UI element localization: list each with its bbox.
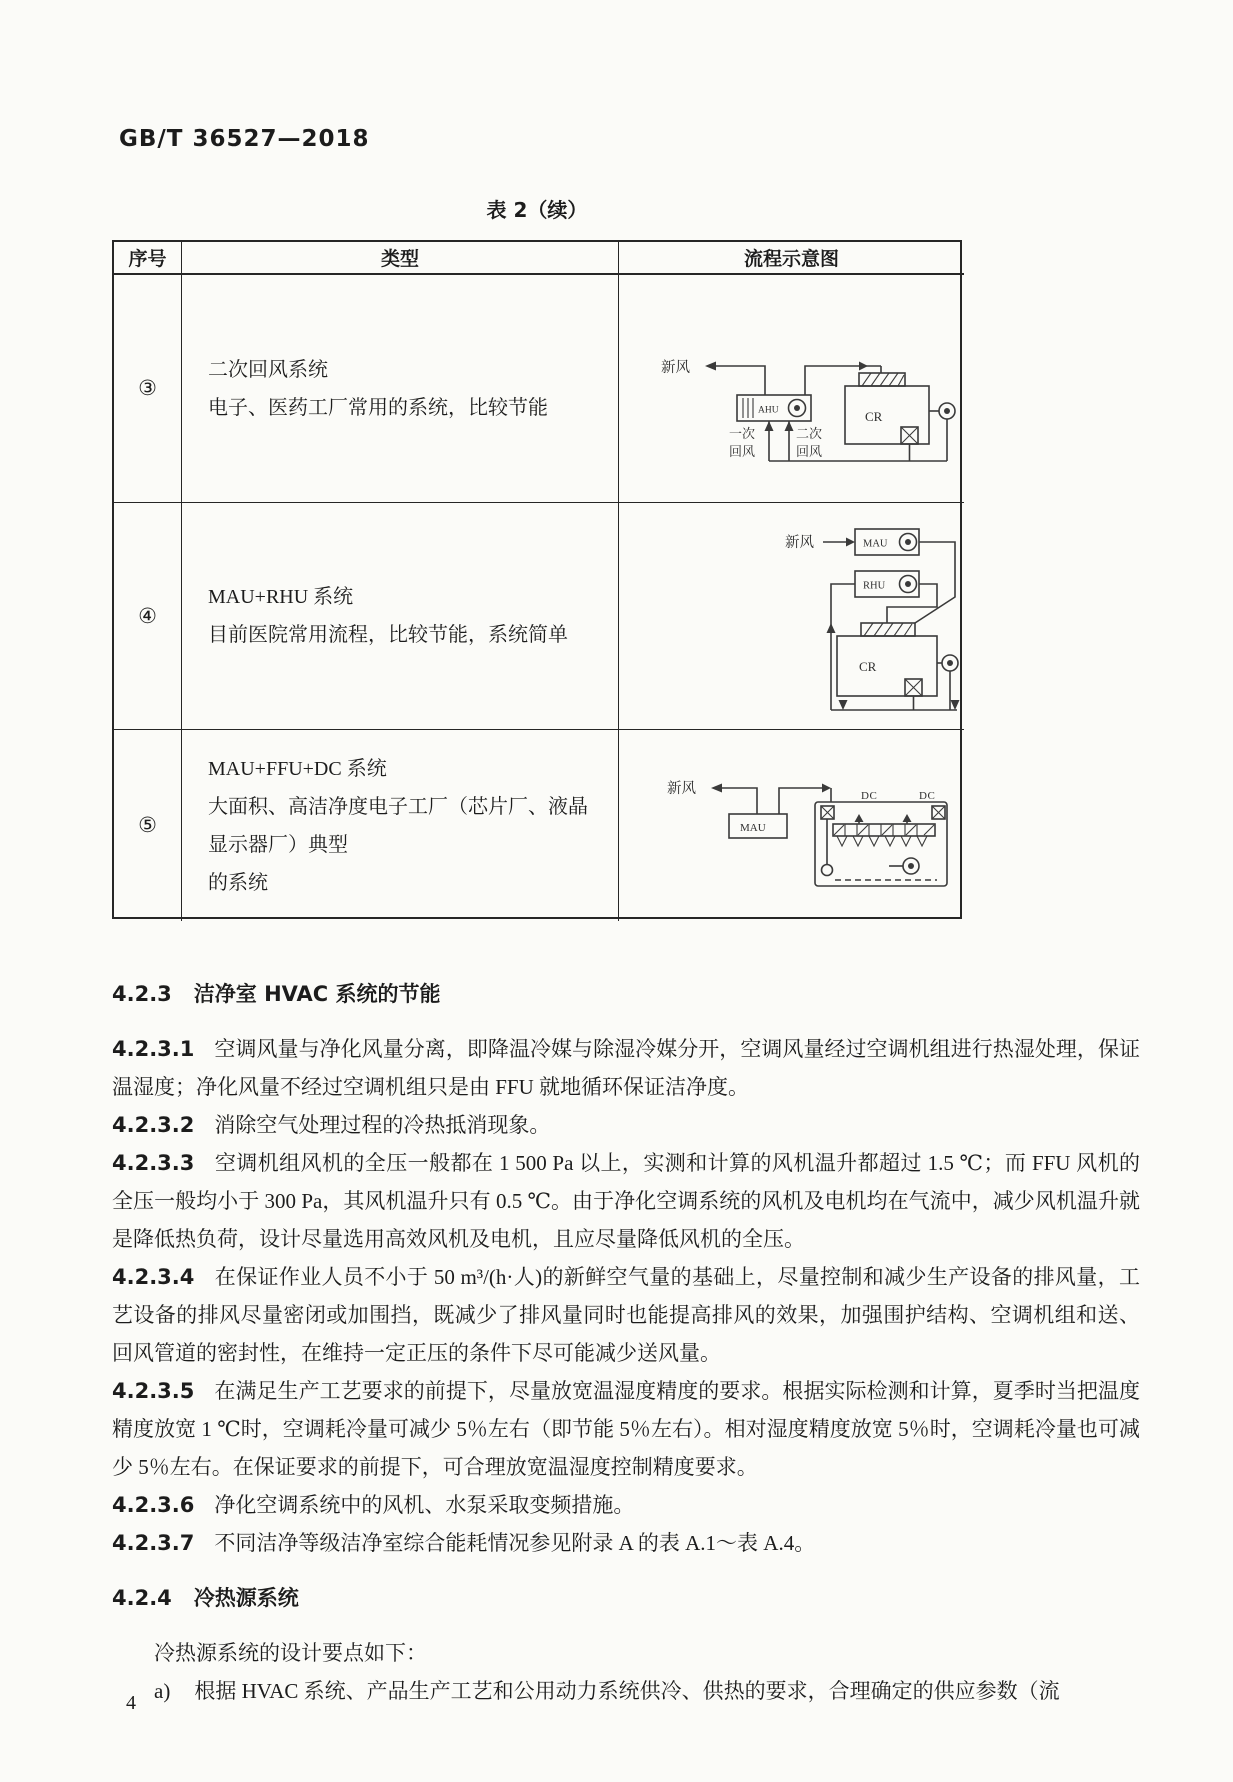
ahu-label: AHU [758,405,779,416]
cleanroom-box [845,386,929,444]
arrow-left-icon [705,362,716,371]
type-desc: 目前医院常用流程，比较节能，系统简单 [208,624,568,646]
clause-text: 净化空调系统中的风机、水泵采取变频措施。 [214,1493,635,1517]
mau-rhu-system-diagram [619,503,962,728]
type-title: MAU+FFU+DC 系统 [208,757,387,780]
dry-coil-label-left: DC [861,790,878,802]
system-types-table [112,240,962,919]
clauses-block [112,958,1140,1710]
fresh-air-label: 新风 [785,535,814,551]
clause-text: 不同洁净等级洁净室综合能耗情况参见附录 A 的表 A.1～表 A.4。 [214,1531,816,1555]
table-caption: 表 2（续） [486,198,588,222]
list-item-a [112,1672,1140,1710]
row-diagram-4 [619,503,964,730]
secondary-return-system-diagram [619,275,962,501]
clause-title: 洁净室 HVAC 系统的节能 [193,982,441,1006]
col-header-index: 序号 [114,242,182,275]
clause-4.2.3.3 [112,1144,1140,1258]
filter-teeth-icon [837,836,927,846]
clause-4.2.3.2 [112,1106,1140,1144]
mau-ffu-dc-system-diagram [619,730,962,919]
damper-icon [821,806,834,819]
clause-number: 4.2.4 [112,1586,172,1610]
clause-4.2.3.6 [112,1486,1140,1524]
type-title: MAU+RHU 系统 [208,586,354,608]
standard-number: GB/T 36527—2018 [119,126,370,152]
hepa-filter-icon [861,623,915,636]
clause-number: 4.2.3.7 [112,1531,195,1555]
arrow-right-icon [846,538,855,547]
clause-4.2.3.5 [112,1372,1140,1486]
recirculation-fan-icon [903,858,919,874]
type-desc: 电子、医药工厂常用的系统，比较节能 [208,396,548,419]
page-number: 4 [126,1692,136,1714]
intro-paragraph: 冷热源系统的设计要点如下： [154,1641,427,1665]
mau-label: MAU [740,822,766,834]
rhu-unit [855,571,919,597]
row-index-4: ④ [114,503,182,730]
arrow-up-icon [785,421,794,431]
primary-return-label-2: 回风 [729,444,756,459]
clause-text: 在满足生产工艺要求的前提下，尽量放宽温湿度精度的要求。根据实际检测和计算，夏季时当把温度精度放宽 1 ℃时，空调耗冷量可减少 5％左右（即节能 5％左右）。相对湿度精度放宽 5％时，空调耗冷量也可减少 5％左右。在保证要求的前提下，可合理放宽温湿度控制精度要求。 [112,1379,1140,1479]
clause-heading-4.2.4 [112,1579,1140,1617]
return-grille-icon [905,679,922,696]
list-marker: a) [154,1679,171,1703]
arrow-right-icon [822,784,831,793]
list-text: 根据 HVAC 系统、产品生产工艺和公用动力系统供冷、供热的要求，合理确定的供应参数（流 [194,1679,1060,1703]
arrow-right-icon [859,362,868,371]
clause-number: 4.2.3.2 [112,1113,195,1137]
type-desc-line1: 大面积、高洁净度电子工厂（芯片厂、液晶显示器厂）典型 [208,795,588,856]
clause-number: 4.2.3.3 [112,1151,195,1175]
row-diagram-3 [619,275,964,503]
col-header-diagram: 流程示意图 [619,242,964,275]
arrow-up-icon [765,421,774,431]
arrow-down-icon [839,700,848,710]
exhaust-fan-icon [939,403,955,419]
clause-4.2.3.7 [112,1524,1140,1562]
clause-text: 在保证作业人员不小于 50 m³/(h·人)的新鲜空气量的基础上，尽量控制和减少生产设备的排风量，工艺设备的排风尽量密闭或加围挡，既减少了排风量同时也能提高排风的效果，加强围护结构、空调机组和送、回风管道的密封性，在维持一定正压的条件下尽可能减少送风量。 [112,1265,1140,1365]
mau-label: MAU [863,538,888,550]
arrow-down-icon [951,700,960,710]
primary-return-label-1: 一次 [729,426,756,441]
dry-coil-label-right: DC [919,790,936,802]
fresh-air-label: 新风 [661,360,690,376]
secondary-return-label-2: 回风 [796,444,823,459]
clause-number: 4.2.3.4 [112,1265,195,1289]
clause-title: 冷热源系统 [193,1586,299,1610]
return-grille-icon [901,427,918,444]
cleanroom-label: CR [865,409,883,424]
row-index-5: ⑤ [114,730,182,921]
arrow-up-icon [855,814,864,822]
mau-unit [855,529,919,555]
damper-icon [932,806,945,819]
ffu-array-icon [833,824,935,836]
arrow-left-icon [711,784,722,793]
row-diagram-5 [619,730,964,921]
cleanroom-label: CR [859,659,877,674]
clause-4.2.3.1 [112,1030,1140,1106]
clause-text: 消除空气处理过程的冷热抵消现象。 [214,1113,551,1137]
clause-4.2.3.4 [112,1258,1140,1372]
row-type-4 [182,503,619,730]
clause-heading-4.2.3 [112,975,1140,1013]
ahu-unit [737,395,811,421]
row-type-3 [182,275,619,503]
clause-number: 4.2.3 [112,982,172,1006]
hepa-filter-icon [859,373,905,386]
clause-text: 空调风量与净化风量分离，即降温冷媒与除湿冷媒分开，空调风量经过空调机组进行热湿处理，保证温湿度；净化风量不经过空调机组只是由 FFU 就地循环保证洁净度。 [112,1037,1140,1099]
col-header-type: 类型 [182,242,619,275]
row-index-3: ③ [114,275,182,503]
fresh-air-label: 新风 [667,781,696,797]
sensor-icon [822,865,833,876]
exhaust-fan-icon [942,655,958,671]
type-title: 二次回风系统 [208,358,328,381]
clause-number: 4.2.3.5 [112,1379,195,1403]
row-type-5 [182,730,619,921]
clause-number: 4.2.3.1 [112,1037,195,1061]
clause-text: 空调机组风机的全压一般都在 1 500 Pa 以上，实测和计算的风机温升都超过 1.5 ℃；而 FFU 风机的全压一般均小于 300 Pa，其风机温升只有 0.5 ℃。由于净化空调系统的风机及电机均在气流中，减少风机温升就是降低热负荷，设计尽量选用高效风机及电机，且应尽量降低风机的全压。 [112,1151,1140,1251]
secondary-return-label-1: 二次 [796,426,823,441]
clause-number: 4.2.3.6 [112,1493,195,1517]
rhu-label: RHU [863,580,886,592]
arrow-up-icon [827,623,836,633]
type-desc-line2: 的系统 [208,871,268,894]
mau-unit [729,814,787,838]
arrow-up-icon [903,814,912,822]
